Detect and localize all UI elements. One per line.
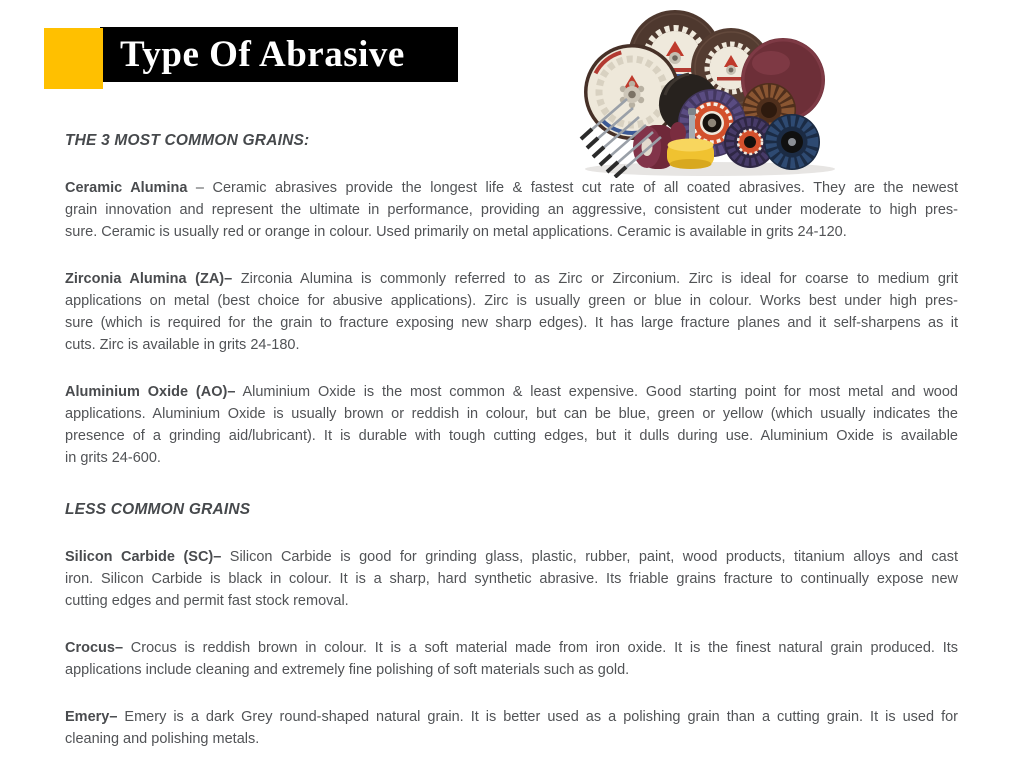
text-line: in grits 24-600. bbox=[65, 450, 161, 466]
paragraph-aluminium-oxide bbox=[65, 381, 958, 469]
grain-name-label: Aluminium Oxide (AO)– bbox=[65, 384, 236, 400]
text-line: applications on metal (best choice for abusive applications). Zirc is usually green or blue in colour. Works best under high pres- bbox=[65, 293, 958, 309]
grain-name-label: Crocus– bbox=[65, 640, 124, 656]
text-line: applications. Aluminium Oxide is usually brown or reddish in colour, but can be blue, green or yellow (which usually indicates the bbox=[65, 406, 958, 422]
grain-name-label: Ceramic Alumina bbox=[65, 180, 188, 196]
text-line: cleaning and polishing metals. bbox=[65, 731, 260, 747]
text-line: grain innovation and represent the ultimate in performance, providing an aggressive, consistent cut under moderate to high pres- bbox=[65, 202, 958, 218]
text-line: cuts. Zirc is available in grits 24-180. bbox=[65, 337, 300, 353]
paragraph-silicon-carbide bbox=[65, 546, 958, 612]
text-line: applications include cleaning and extremely fine polishing of soft materials such as gold. bbox=[65, 662, 630, 678]
text-line: Crocus– Crocus is reddish brown in colour. It is a soft material made from iron oxide. It is the finest natural grain produced. Its bbox=[65, 640, 958, 656]
body-content bbox=[65, 130, 958, 750]
text-line: sure. Ceramic is usually red or orange in colour. Used primarily on metal applications. Ceramic is available in grits 24-120. bbox=[65, 224, 847, 240]
grain-name-label: Silicon Carbide (SC)– bbox=[65, 549, 222, 565]
paragraph-ceramic-alumina bbox=[65, 177, 958, 243]
heading-most-common-grains: THE 3 MOST COMMON GRAINS: bbox=[65, 132, 310, 149]
text-line: Silicon Carbide (SC)– Silicon Carbide is good for grinding glass, plastic, rubber, paint, wood products, titanium alloys and cast bbox=[65, 549, 958, 565]
title-bar bbox=[100, 27, 458, 82]
paragraph-zirconia-alumina bbox=[65, 268, 958, 356]
text-line: Aluminium Oxide (AO)– Aluminium Oxide is the most common & least expensive. Good starting point for most metal and wood bbox=[65, 384, 958, 400]
accent-square bbox=[44, 28, 103, 89]
text-line: sure (which is required for the grain to fracture exposing new sharp edges). It has large fracture planes and it self-sharpens as it bbox=[65, 315, 958, 331]
slide-title: Type Of Abrasive bbox=[120, 34, 405, 75]
paragraph-crocus bbox=[65, 637, 958, 681]
text-line: iron. Silicon Carbide is black in colour. It is a sharp, hard synthetic abrasive. Its friable grains fracture to continually expose new bbox=[65, 571, 958, 587]
text-line: Ceramic Alumina – Ceramic abrasives provide the longest life & fastest cut rate of all coated abrasives. They are the newest bbox=[65, 180, 958, 196]
text-line: cutting edges and permit fast stock removal. bbox=[65, 593, 349, 609]
heading-less-common-grains: LESS COMMON GRAINS bbox=[65, 501, 251, 518]
grain-name-label: Emery– bbox=[65, 709, 118, 725]
text-line: Emery– Emery is a dark Grey round-shaped natural grain. It is better used as a polishing grain than a cutting grain. It is used for bbox=[65, 709, 958, 725]
text-line: presence of a grinding aid/lubricant). It is durable with tough cutting edges, but it dulls during use. Aluminium Oxide is available bbox=[65, 428, 958, 444]
paragraph-emery bbox=[65, 706, 958, 750]
grain-name-label: Zirconia Alumina (ZA)– bbox=[65, 271, 233, 287]
text-line: Zirconia Alumina (ZA)– Zirconia Alumina is commonly referred to as Zirc or Zirconium. Zirc is ideal for coarse to medium grit bbox=[65, 271, 958, 287]
